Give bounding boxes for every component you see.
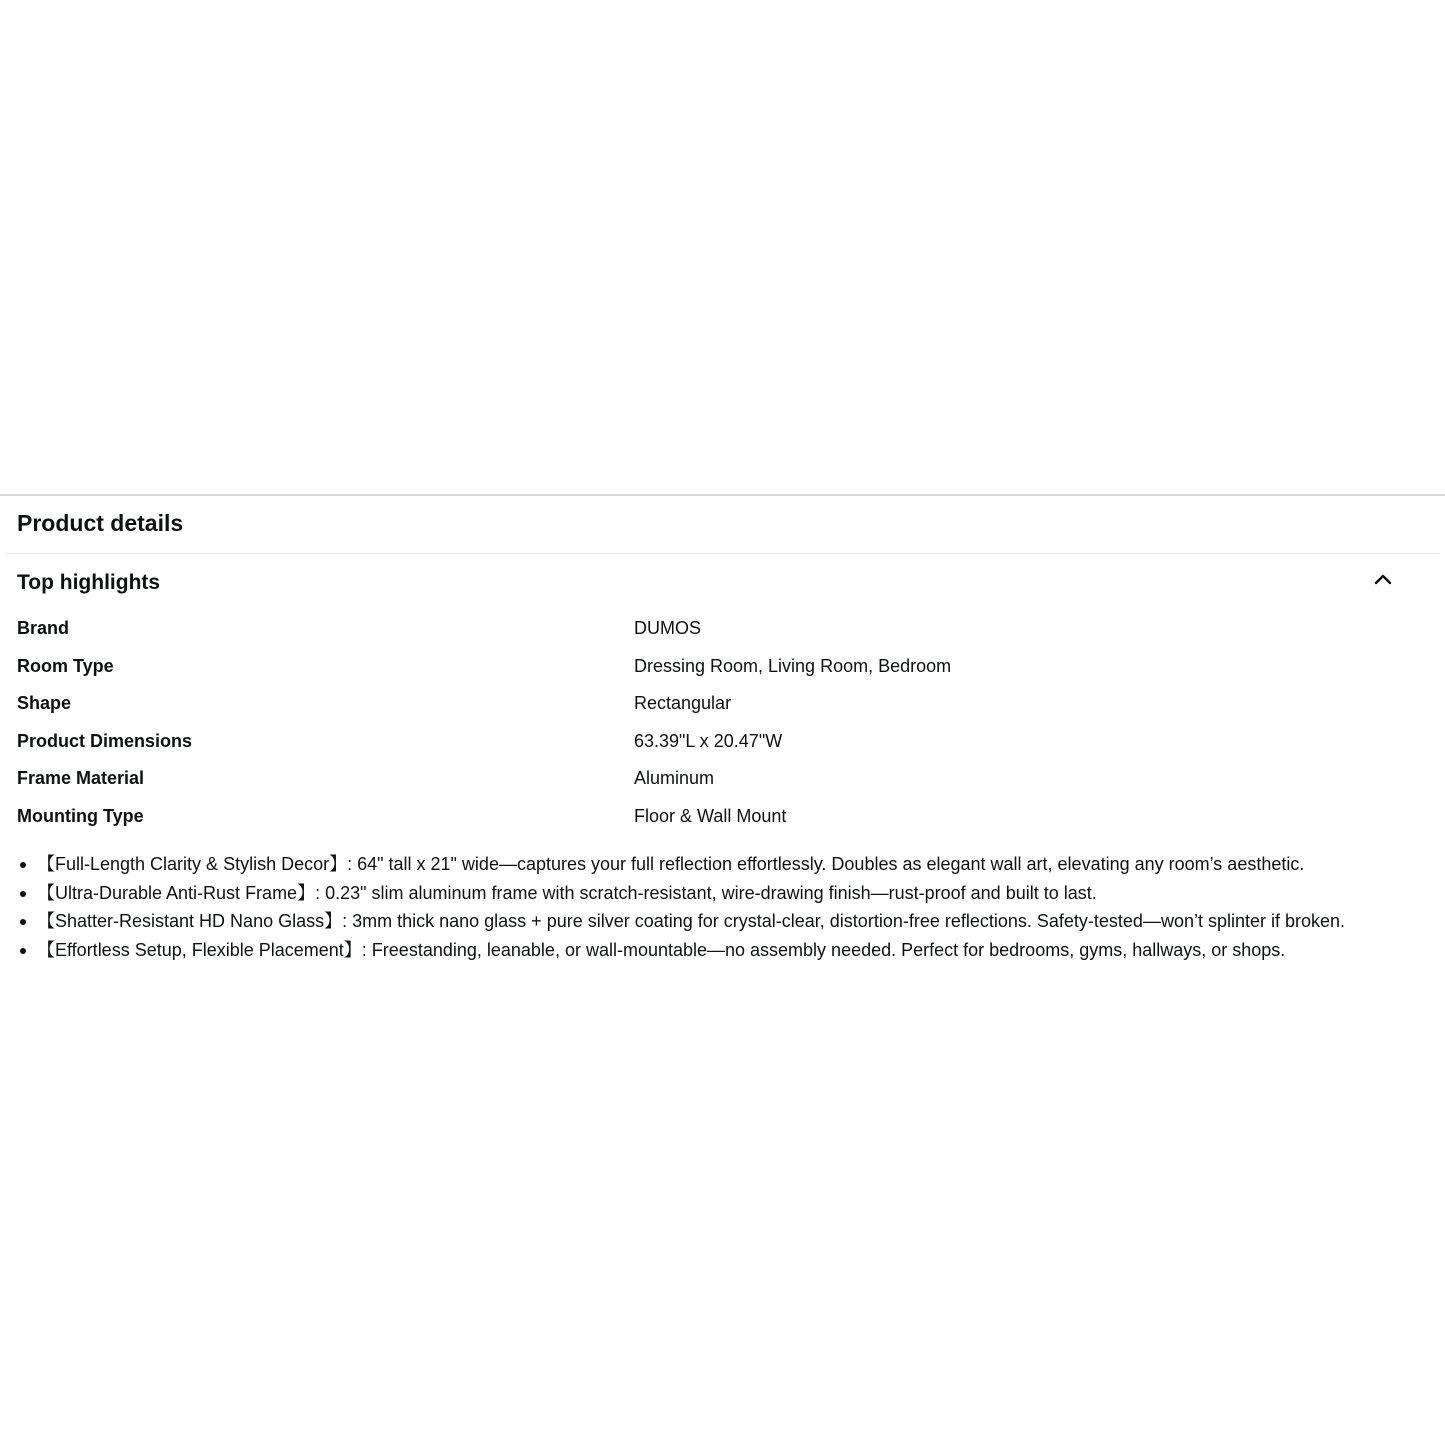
attribute-value: DUMOS (634, 618, 701, 638)
attribute-value: Dressing Room, Living Room, Bedroom (634, 655, 952, 676)
attributes-table (17, 617, 951, 843)
table-row (17, 805, 951, 843)
blank-area (0, 0, 1445, 494)
product-details-section (0, 494, 1445, 961)
feature-bullets (17, 850, 1437, 965)
attribute-value: Floor & Wall Mount (634, 805, 787, 826)
list-item: 【Shatter-Resistant HD Nano Glass】: 3mm thick nano glass + pure silver coating for crystal-clear, distortion-free reflections. Safety-tested—won’t splinter if broken. (17, 907, 1437, 936)
table-row (17, 767, 951, 805)
list-item: 【Effortless Setup, Flexible Placement】: Freestanding, leanable, or wall-mountable—no assembly needed. Perfect for bedrooms, gyms, hallways, or shops. (17, 936, 1437, 965)
attribute-value: Rectangular (634, 693, 732, 714)
chevron-up-icon[interactable] (1374, 572, 1392, 586)
attribute-key: Mounting Type (17, 805, 144, 826)
attribute-value: Aluminum (634, 768, 715, 789)
table-row (17, 692, 951, 730)
table-row (17, 730, 951, 768)
list-item: 【Full-Length Clarity & Stylish Decor】: 64" tall x 21" wide—captures your full reflection effortlessly. Doubles as elegant wall art, elevating any room’s aesthetic. (17, 850, 1437, 879)
attribute-key: Brand (17, 618, 70, 638)
attribute-value: 63.39"L x 20.47"W (634, 730, 783, 751)
table-row (17, 655, 951, 693)
attribute-key: Product Dimensions (17, 730, 193, 751)
top-highlights-expander[interactable] (0, 554, 1445, 604)
attribute-key: Shape (17, 693, 72, 714)
attribute-key: Room Type (17, 655, 114, 676)
top-highlights-title: Top highlights (17, 571, 161, 594)
list-item: 【Ultra-Durable Anti-Rust Frame】: 0.23" slim aluminum frame with scratch-resistant, wire-drawing finish—rust-proof and built to last. (17, 879, 1437, 908)
table-row (17, 617, 951, 655)
attribute-key: Frame Material (17, 768, 145, 789)
section-title: Product details (17, 510, 184, 536)
